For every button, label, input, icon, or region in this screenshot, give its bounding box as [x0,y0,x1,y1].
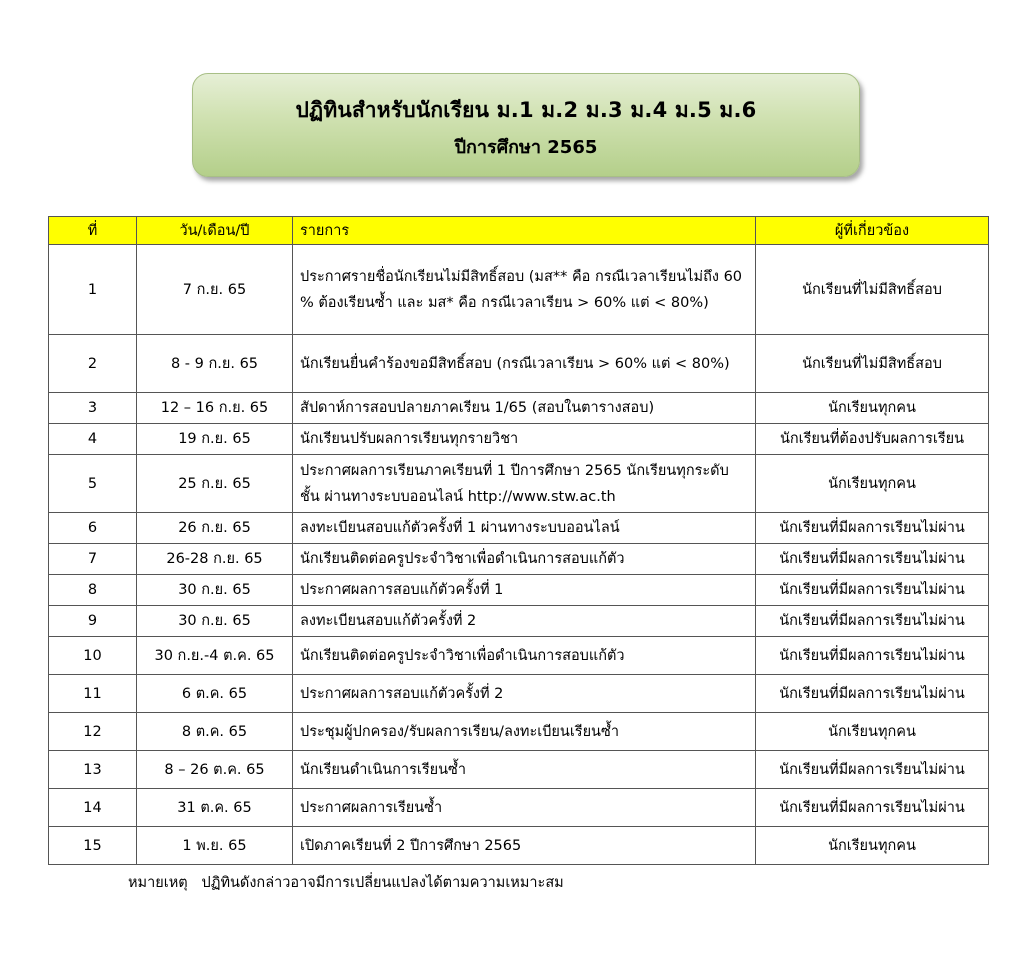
cell-item: เปิดภาคเรียนที่ 2 ปีการศึกษา 2565 [293,827,756,865]
header-who: ผู้ที่เกี่ยวข้อง [756,217,989,245]
cell-no: 10 [49,637,137,675]
cell-no: 13 [49,751,137,789]
cell-who: นักเรียนทุกคน [756,713,989,751]
cell-who: นักเรียนที่ไม่มีสิทธิ์สอบ [756,335,989,393]
table-row [49,789,989,827]
cell-no: 6 [49,513,137,544]
cell-no: 14 [49,789,137,827]
cell-no: 5 [49,455,137,513]
table-row [49,424,989,455]
table-row [49,675,989,713]
cell-item: นักเรียนติดต่อครูประจำวิชาเพื่อดำเนินการสอบแก้ตัว [293,544,756,575]
cell-who: นักเรียนทุกคน [756,455,989,513]
header-date: วัน/เดือน/ปี [137,217,293,245]
cell-date: 8 ต.ค. 65 [137,713,293,751]
cell-no: 4 [49,424,137,455]
table-row [49,606,989,637]
cell-who: นักเรียนที่มีผลการเรียนไม่ผ่าน [756,675,989,713]
cell-who: นักเรียนที่มีผลการเรียนไม่ผ่าน [756,513,989,544]
table-row [49,513,989,544]
cell-who: นักเรียนทุกคน [756,393,989,424]
cell-item: นักเรียนปรับผลการเรียนทุกรายวิชา [293,424,756,455]
cell-who: นักเรียนที่มีผลการเรียนไม่ผ่าน [756,575,989,606]
cell-who: นักเรียนที่ต้องปรับผลการเรียน [756,424,989,455]
table-header-row [49,217,989,245]
footnote: หมายเหตุ ปฏิทินดังกล่าวอาจมีการเปลี่ยนแปลงได้ตามความเหมาะสม [128,875,564,891]
cell-who: นักเรียนที่มีผลการเรียนไม่ผ่าน [756,544,989,575]
cell-no: 12 [49,713,137,751]
cell-no: 2 [49,335,137,393]
cell-date: 25 ก.ย. 65 [137,455,293,513]
cell-date: 7 ก.ย. 65 [137,245,293,335]
cell-item: นักเรียนดำเนินการเรียนซ้ำ [293,751,756,789]
table-row [49,393,989,424]
cell-item: ประกาศผลการเรียนภาคเรียนที่ 1 ปีการศึกษา 2565 นักเรียนทุกระดับชั้น ผ่านทางระบบออนไลน์ http://www.stw.ac.th [293,455,756,513]
table-row [49,637,989,675]
cell-no: 15 [49,827,137,865]
table-row [49,544,989,575]
cell-item: ประกาศผลการสอบแก้ตัวครั้งที่ 1 [293,575,756,606]
cell-no: 8 [49,575,137,606]
cell-item: ประกาศรายชื่อนักเรียนไม่มีสิทธิ์สอบ (มส** คือ กรณีเวลาเรียนไม่ถึง 60 % ต้องเรียนซ้ำ และ มส* คือ กรณีเวลาเรียน > 60% แต่ < 80%) [293,245,756,335]
cell-item: สัปดาห์การสอบปลายภาคเรียน 1/65 (สอบในตารางสอบ) [293,393,756,424]
cell-item: ประชุมผู้ปกครอง/รับผลการเรียน/ลงทะเบียนเรียนซ้ำ [293,713,756,751]
cell-no: 1 [49,245,137,335]
cell-date: 6 ต.ค. 65 [137,675,293,713]
schedule-table [48,216,989,865]
cell-who: นักเรียนที่มีผลการเรียนไม่ผ่าน [756,751,989,789]
cell-item: ลงทะเบียนสอบแก้ตัวครั้งที่ 2 [293,606,756,637]
cell-item: นักเรียนติดต่อครูประจำวิชาเพื่อดำเนินการสอบแก้ตัว [293,637,756,675]
cell-no: 9 [49,606,137,637]
page-title: ปฏิทินสำหรับนักเรียน ม.1 ม.2 ม.3 ม.4 ม.5 ม.6 [295,98,757,122]
cell-who: นักเรียนทุกคน [756,827,989,865]
header-item: รายการ [293,217,756,245]
cell-date: 26-28 ก.ย. 65 [137,544,293,575]
table-row [49,245,989,335]
table-row [49,713,989,751]
cell-date: 30 ก.ย.-4 ต.ค. 65 [137,637,293,675]
table-row [49,751,989,789]
cell-date: 1 พ.ย. 65 [137,827,293,865]
cell-date: 8 – 26 ต.ค. 65 [137,751,293,789]
cell-date: 19 ก.ย. 65 [137,424,293,455]
cell-item: ลงทะเบียนสอบแก้ตัวครั้งที่ 1 ผ่านทางระบบออนไลน์ [293,513,756,544]
table-row [49,575,989,606]
cell-date: 8 - 9 ก.ย. 65 [137,335,293,393]
cell-date: 12 – 16 ก.ย. 65 [137,393,293,424]
title-banner [192,73,860,177]
header-no: ที่ [49,217,137,245]
cell-item: ประกาศผลการเรียนซ้ำ [293,789,756,827]
cell-who: นักเรียนที่ไม่มีสิทธิ์สอบ [756,245,989,335]
table-row [49,335,989,393]
cell-date: 26 ก.ย. 65 [137,513,293,544]
cell-date: 30 ก.ย. 65 [137,606,293,637]
cell-who: นักเรียนที่มีผลการเรียนไม่ผ่าน [756,637,989,675]
cell-who: นักเรียนที่มีผลการเรียนไม่ผ่าน [756,789,989,827]
cell-no: 11 [49,675,137,713]
cell-no: 3 [49,393,137,424]
cell-item: ประกาศผลการสอบแก้ตัวครั้งที่ 2 [293,675,756,713]
table-row [49,455,989,513]
table-row [49,827,989,865]
academic-year-subtitle: ปีการศึกษา 2565 [454,137,598,158]
cell-no: 7 [49,544,137,575]
cell-date: 31 ต.ค. 65 [137,789,293,827]
cell-who: นักเรียนที่มีผลการเรียนไม่ผ่าน [756,606,989,637]
cell-date: 30 ก.ย. 65 [137,575,293,606]
cell-item: นักเรียนยื่นคำร้องขอมีสิทธิ์สอบ (กรณีเวลาเรียน > 60% แต่ < 80%) [293,335,756,393]
